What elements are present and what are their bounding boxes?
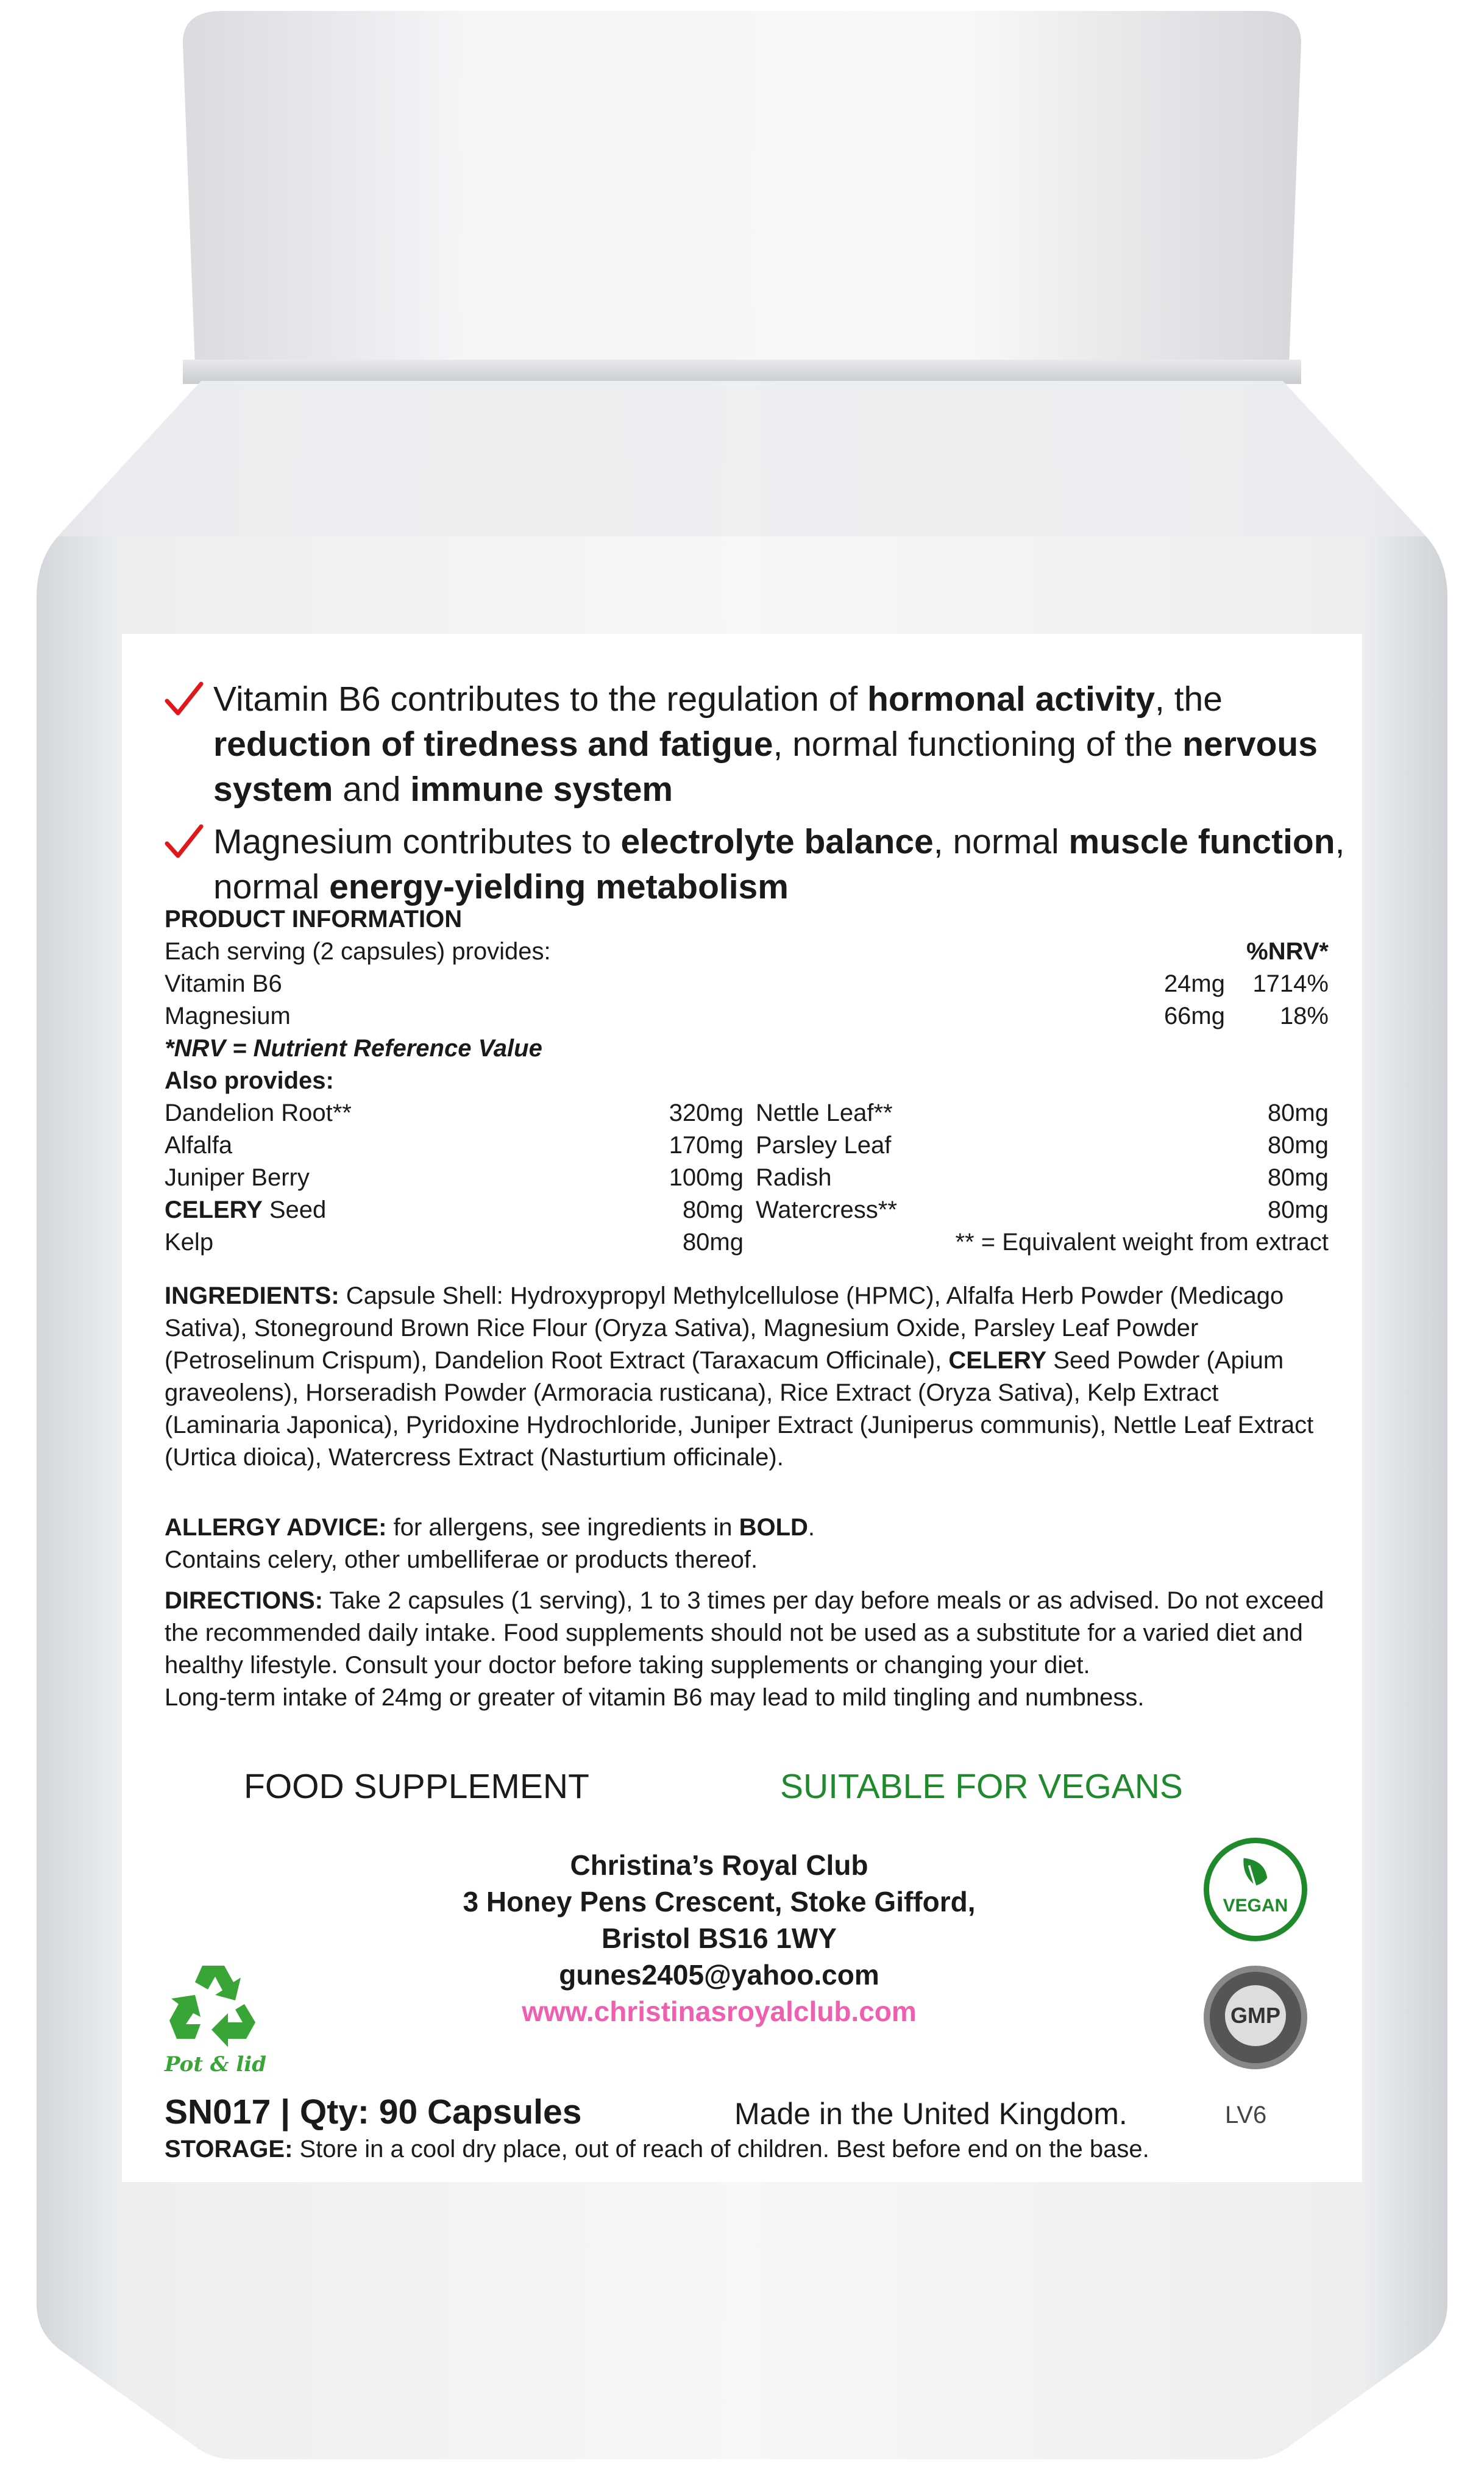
vegan-logo: [1204, 1838, 1307, 1941]
product-information: [165, 903, 1329, 1259]
gmp-logo-text: GMP: [1225, 1985, 1286, 2046]
nutrient-row: [165, 968, 1329, 1000]
claim-vitamin-b6: [165, 677, 1359, 812]
product-code: SN017 | Qty: 90 Capsules: [165, 2092, 582, 2131]
check-icon: [165, 823, 204, 862]
address-line: 3 Honey Pens Crescent, Stoke Gifford,: [463, 1886, 976, 1918]
recycle-icon: [165, 1957, 262, 2048]
herb-name: Watercress**: [756, 1196, 897, 1223]
email-link[interactable]: gunes2405@yahoo.com: [559, 1959, 879, 1991]
claim-text: Vitamin B6 contributes to the regulation of hormonal activity, the reduction of tiredness and fatigue, normal functioning of the nervous system and immune system: [213, 680, 1318, 809]
herb-amount: 80mg: [1267, 1132, 1329, 1159]
also-row: [165, 1129, 744, 1162]
ingredients: INGREDIENTS: Capsule Shell: Hydroxypropyl Methylcellulose (HPMC), Alfalfa Herb Powder (Medicago Sativa), Stoneground Brown Rice Flour (Oryza Sativa), Magnesium Oxide, Parsley Leaf Powder (Petroselinum Crispum), Dandelion Root Extract (Taraxacum Officinale), CELERY Seed Powder (Apium graveolens), Horseradish Powder (Armoracia rusticana), Rice Extract (Oryza Sativa), Kelp Extract (Laminaria Japonica), Pyridoxine Hydrochloride, Juniper Extract (Juniperus communis), Nettle Leaf Extract (Urtica dioica), Watercress Extract (Nasturtium officinale).: [165, 1282, 1314, 1471]
food-supplement-label: FOOD SUPPLEMENT: [244, 1767, 589, 1806]
also-provides-table: [165, 1097, 1329, 1259]
check-icon: [165, 680, 204, 719]
nrv-header: %NRV*: [1246, 938, 1329, 965]
nutrient-nrv: 18%: [1279, 1003, 1329, 1029]
product-label: [122, 634, 1362, 2182]
also-row: [756, 1226, 1329, 1259]
herb-amount: 80mg: [1267, 1164, 1329, 1191]
serving-text: Each serving (2 capsules) provides:: [165, 938, 551, 965]
herb-amount: 80mg: [1267, 1100, 1329, 1126]
herb-name: Parsley Leaf: [756, 1132, 892, 1159]
gmp-logo: [1204, 1966, 1307, 2069]
also-row: [165, 1226, 744, 1259]
nutrient-name: Vitamin B6: [165, 970, 282, 997]
also-row: [756, 1194, 1329, 1226]
also-row: [756, 1162, 1329, 1194]
nutrient-amount: 24mg: [1163, 970, 1225, 997]
herb-name: Alfalfa: [165, 1132, 233, 1159]
directions: DIRECTIONS: Take 2 capsules (1 serving), 1 to 3 times per day before meals or as advised. Do not exceed the recommended daily intake. Food supplements should not be used as a substitute for a varied diet and healthy lifestyle. Consult your doctor before taking supplements or changing your diet. Long-term intake of 24mg or greater of vitamin B6 may lead to mild tingling and numbness.: [165, 1587, 1324, 1711]
vegan-logo-text: VEGAN: [1223, 1896, 1288, 1916]
leaf-icon: [1234, 1850, 1277, 1893]
herb-name: Nettle Leaf**: [756, 1100, 893, 1126]
claim-text: Magnesium contributes to electrolyte balance, normal muscle function, normal energy-yielding metabolism: [213, 822, 1345, 906]
herb-amount: 80mg: [682, 1229, 744, 1256]
lid-shape: [183, 11, 1301, 366]
suitable-for-vegans-label: SUITABLE FOR VEGANS: [780, 1767, 1183, 1806]
recycle-text: Pot & lid: [165, 2052, 267, 2077]
allergy-advice: ALLERGY ADVICE: for allergens, see ingredients in BOLD. Contains celery, other umbelliferae or products thereof.: [165, 1514, 815, 1573]
recycle-badge: [165, 1957, 274, 2077]
claim-magnesium: [165, 819, 1359, 909]
health-claims: [165, 677, 1359, 917]
also-row: [756, 1097, 1329, 1129]
made-in-text: Made in the United Kingdom.: [734, 2097, 1127, 2131]
herb-amount: 80mg: [682, 1196, 744, 1223]
herb-amount: 320mg: [669, 1100, 744, 1126]
lv-code: LV6: [1225, 2102, 1267, 2128]
also-left-column: [165, 1097, 744, 1259]
herb-amount: 80mg: [1267, 1196, 1329, 1223]
also-right-column: [744, 1097, 1329, 1259]
herb-name: CELERY Seed: [165, 1196, 327, 1223]
nutrient-row: [165, 1000, 1329, 1033]
company-name: Christina’s Royal Club: [570, 1849, 868, 1881]
nutrient-name: Magnesium: [165, 1003, 291, 1029]
nutrient-amount: 66mg: [1163, 1003, 1225, 1029]
herb-name: Dandelion Root**: [165, 1100, 352, 1126]
equivalent-weight-note: ** = Equivalent weight from extract: [955, 1229, 1329, 1256]
herb-name: Juniper Berry: [165, 1164, 310, 1191]
also-row: [165, 1194, 744, 1226]
herb-amount: 100mg: [669, 1164, 744, 1191]
also-row: [165, 1162, 744, 1194]
website-link[interactable]: www.christinasroyalclub.com: [522, 1996, 917, 2027]
lid-rim: [183, 360, 1301, 384]
serving-row: [165, 936, 1329, 968]
address-block: [384, 1847, 1054, 2030]
nrv-note: *NRV = Nutrient Reference Value: [165, 1035, 542, 1062]
nutrient-nrv: 1714%: [1252, 970, 1329, 997]
also-row: [756, 1129, 1329, 1162]
product-info-heading: PRODUCT INFORMATION: [165, 906, 463, 933]
herb-amount: 170mg: [669, 1132, 744, 1159]
also-row: [165, 1097, 744, 1129]
herb-name: Radish: [756, 1164, 832, 1191]
address-line: Bristol BS16 1WY: [602, 1922, 837, 1954]
storage: STORAGE: Store in a cool dry place, out of reach of children. Best before end on the base.: [165, 2136, 1149, 2163]
herb-name: Kelp: [165, 1229, 214, 1256]
also-provides-heading: Also provides:: [165, 1067, 334, 1094]
